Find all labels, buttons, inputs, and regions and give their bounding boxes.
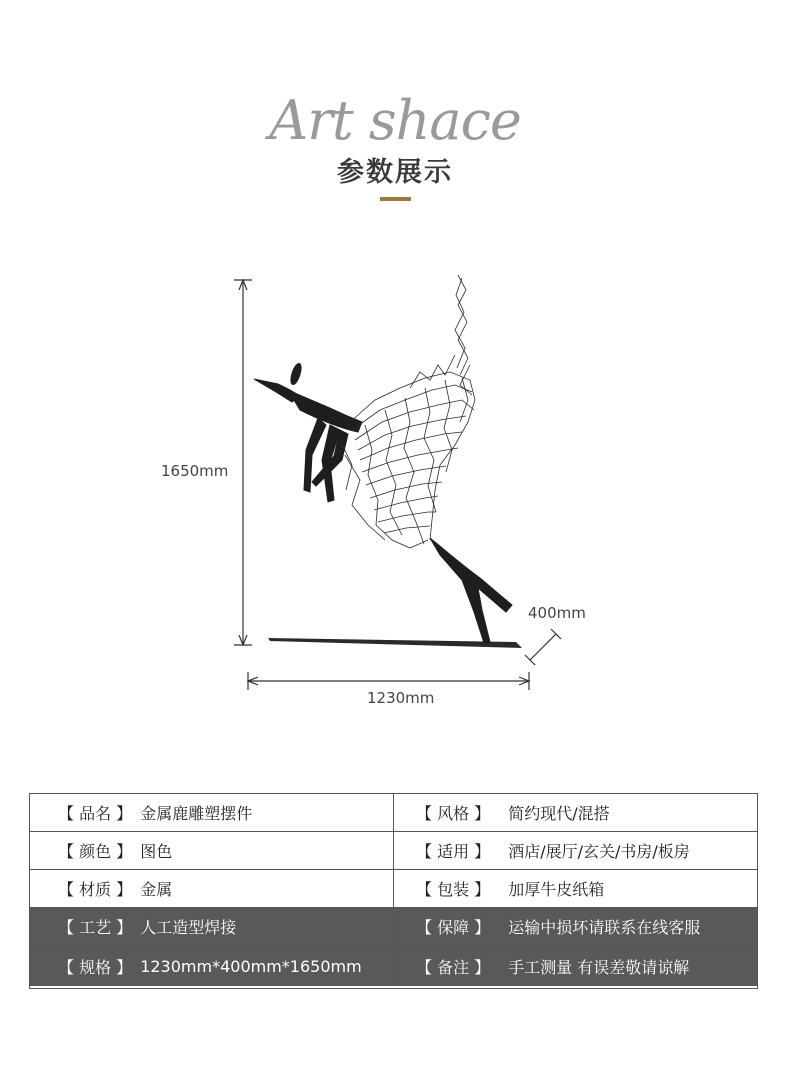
spec-value: 加厚牛皮纸箱 bbox=[508, 880, 605, 899]
spec-value: 金属鹿雕塑摆件 bbox=[140, 804, 253, 823]
spec-value: 图色 bbox=[140, 842, 173, 861]
brand-title: Art shace bbox=[269, 89, 521, 152]
spec-key: 【 保障 】 bbox=[416, 918, 491, 937]
product-figure bbox=[0, 250, 790, 710]
spec-value: 简约现代/混搭 bbox=[508, 804, 610, 823]
spec-value: 人工造型焊接 bbox=[140, 918, 237, 937]
table-row bbox=[30, 908, 757, 946]
height-label: 1650mm bbox=[161, 462, 229, 480]
width-dimension bbox=[248, 672, 529, 690]
table-row bbox=[30, 946, 757, 986]
spec-key: 【 备注 】 bbox=[416, 957, 491, 977]
spec-key: 【 包装 】 bbox=[416, 880, 491, 899]
spec-value: 手工测量 有误差敬请谅解 bbox=[508, 957, 690, 977]
spec-key: 【 工艺 】 bbox=[58, 918, 133, 937]
table-row bbox=[30, 794, 757, 832]
spec-key: 【 颜色 】 bbox=[58, 842, 133, 861]
spec-key: 【 材质 】 bbox=[58, 880, 133, 899]
wire-mesh-body bbox=[340, 275, 475, 548]
spec-table bbox=[29, 793, 758, 989]
spec-key: 【 风格 】 bbox=[416, 804, 491, 823]
spec-value: 运输中损坏请联系在线客服 bbox=[508, 918, 701, 937]
spec-value: 金属 bbox=[140, 880, 173, 899]
spec-value: 酒店/展厅/玄关/书房/板房 bbox=[508, 842, 690, 861]
width-label: 1230mm bbox=[367, 689, 435, 707]
accent-divider bbox=[380, 197, 411, 201]
table-row bbox=[30, 832, 757, 870]
spec-key: 【 规格 】 bbox=[58, 957, 133, 977]
spec-key: 【 适用 】 bbox=[416, 842, 491, 861]
table-row bbox=[30, 870, 757, 908]
depth-dimension bbox=[525, 629, 561, 665]
depth-label: 400mm bbox=[528, 604, 586, 622]
spec-key: 【 品名 】 bbox=[58, 804, 133, 823]
height-dimension bbox=[234, 280, 252, 645]
section-title: 参数展示 bbox=[337, 157, 453, 188]
spec-value: 1230mm*400mm*1650mm bbox=[140, 956, 362, 976]
